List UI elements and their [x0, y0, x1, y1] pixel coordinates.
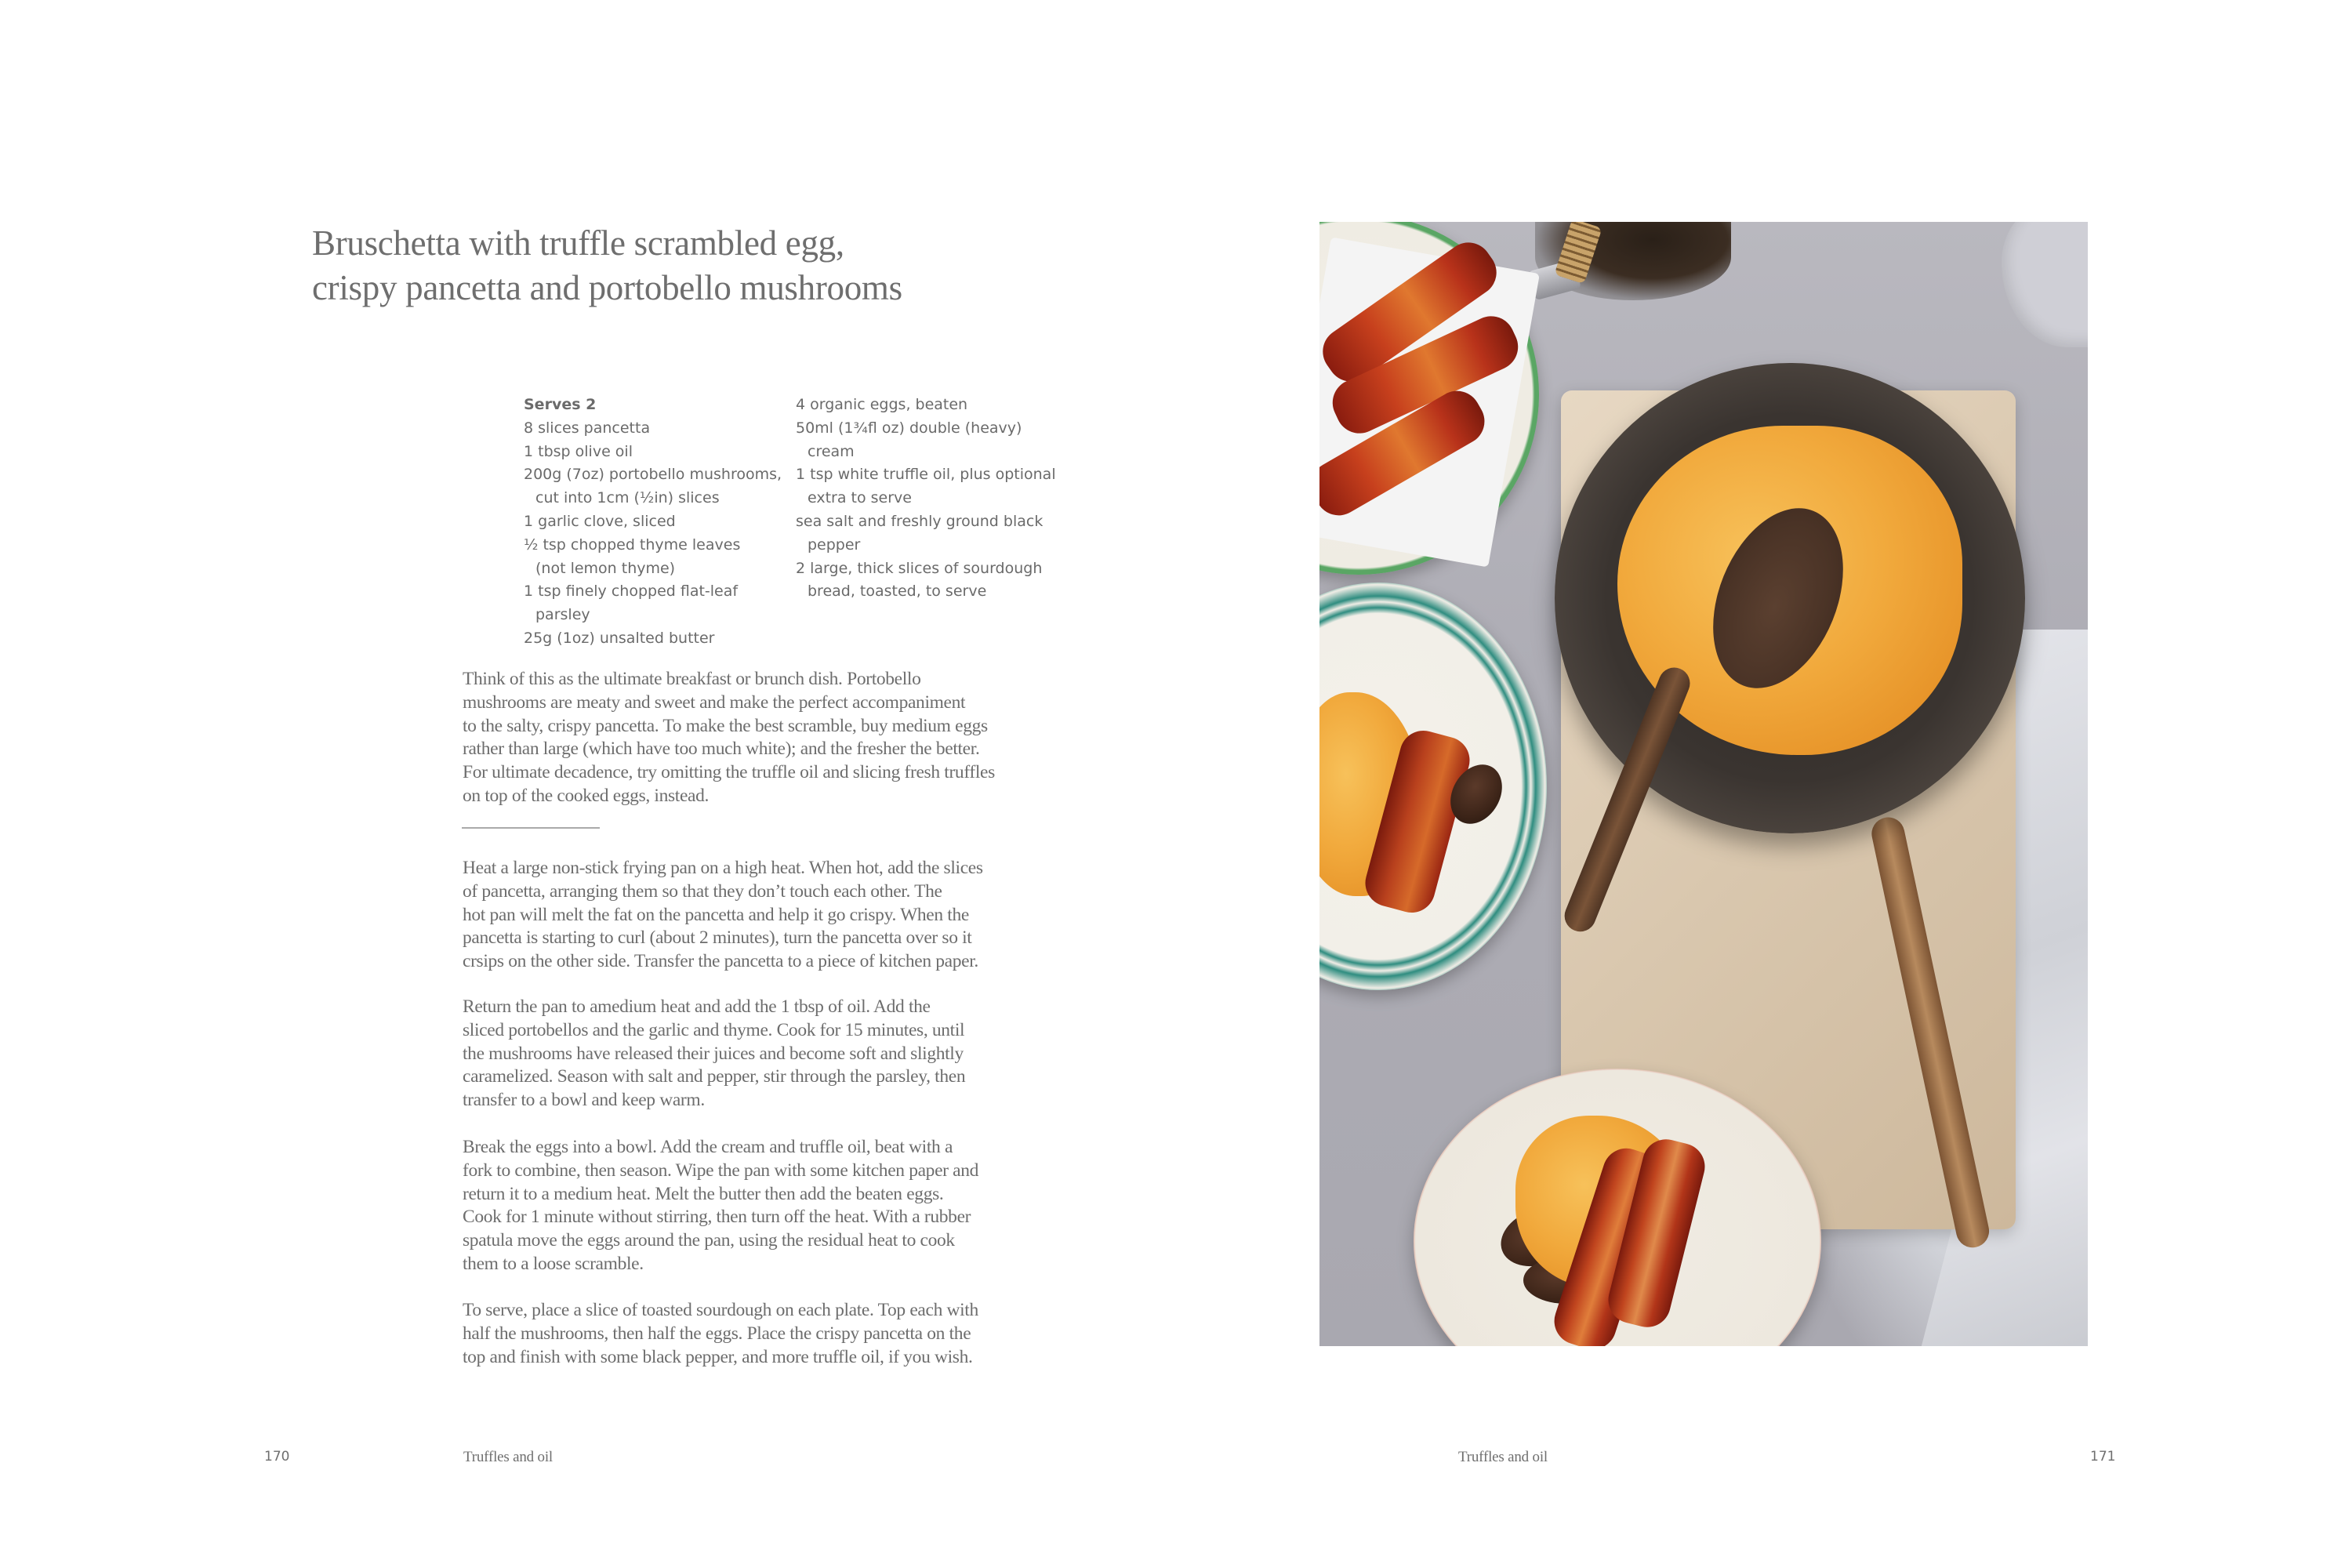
- method-line: the mushrooms have released their juices and become soft and slightly: [463, 1043, 964, 1064]
- method-line: them to a loose scramble.: [463, 1253, 644, 1274]
- method-line: return it to a medium heat. Melt the butter then add the beaten eggs.: [463, 1183, 944, 1204]
- ingredient-line: (not lemon thyme): [535, 559, 676, 577]
- method-line: Heat a large non-stick frying pan on a high heat. When hot, add the slices: [463, 858, 983, 878]
- ingredient-line: 8 slices pancetta: [524, 419, 651, 437]
- ingredient-line: 25g (1oz) unsalted butter: [524, 629, 715, 647]
- ingredient-line: 4 organic eggs, beaten: [796, 396, 968, 413]
- napkin-corner: [2002, 222, 2088, 347]
- running-head-left: Truffles and oil: [463, 1449, 553, 1465]
- method-line: crsips on the other side. Transfer the pancetta to a piece of kitchen paper.: [463, 951, 978, 972]
- method-step-2: [463, 996, 1058, 1112]
- method-line: spatula move the eggs around the pan, using the residual heat to cook: [463, 1230, 955, 1251]
- ingredient-line: bread, toasted, to serve: [808, 583, 987, 601]
- method-line: To serve, place a slice of toasted sourdough on each plate. Top each with: [463, 1300, 978, 1320]
- intro-line: rather than large (which have too much white); and the fresher the better.: [463, 739, 980, 760]
- recipe-intro: [463, 668, 1058, 808]
- ingredient-line: 1 tsp finely chopped flat-leaf: [524, 583, 739, 601]
- method-line: Cook for 1 minute without stirring, then turn off the heat. With a rubber: [463, 1207, 971, 1228]
- ingredient-line: parsley: [535, 606, 590, 624]
- ingredient-line: cream: [808, 442, 855, 460]
- ingredient-line: ½ tsp chopped thyme leaves: [524, 535, 741, 554]
- method-line: sliced portobellos and the garlic and thyme. Cook for 15 minutes, until: [463, 1019, 965, 1040]
- recipe-title: [312, 221, 1018, 310]
- ingredient-line: 1 tsp white truffle oil, plus optional: [796, 466, 1056, 484]
- ingredient-line: 2 large, thick slices of sourdough: [796, 559, 1043, 577]
- ingredient-line: 50ml (1¾fl oz) double (heavy): [796, 419, 1022, 437]
- page-number-right: 171: [2090, 1449, 2116, 1465]
- ingredient-line: sea salt and freshly ground black: [796, 512, 1044, 530]
- intro-line: on top of the cooked eggs, instead.: [463, 785, 710, 806]
- intro-line: mushrooms are meaty and sweet and make the perfect accompaniment: [463, 691, 966, 713]
- recipe-title-line-1: Bruschetta with truffle scrambled egg,: [312, 223, 844, 263]
- method-step-3: [463, 1136, 1058, 1276]
- method-line: hot pan will melt the fat on the pancetta and help it go crispy. When the: [463, 904, 969, 925]
- ingredient-line: cut into 1cm (½in) slices: [535, 489, 720, 507]
- ingredient-line: 200g (7oz) portobello mushrooms,: [524, 466, 782, 484]
- method-line: pancetta is starting to curl (about 2 minutes), turn the pancetta over so it: [463, 927, 972, 949]
- method-line: of pancetta, arranging them so that they don’t touch each other. The: [463, 880, 942, 902]
- method-line: caramelized. Season with salt and pepper, stir through the parsley, then: [463, 1066, 966, 1087]
- ingredient-line: extra to serve: [808, 489, 912, 507]
- method-line: Break the eggs into a bowl. Add the cream and truffle oil, beat with a: [463, 1137, 953, 1157]
- section-divider: [462, 827, 600, 829]
- recipe-title-line-2: crispy pancetta and portobello mushrooms: [312, 268, 902, 307]
- method-line: half the mushrooms, then half the eggs. Place the crispy pancetta on the: [463, 1323, 971, 1344]
- ingredient-line: pepper: [808, 535, 861, 554]
- method-line: transfer to a bowl and keep warm.: [463, 1090, 705, 1111]
- ingredients-column-right: [796, 394, 1054, 604]
- intro-line: For ultimate decadence, try omitting the truffle oil and slicing fresh truffles: [463, 762, 995, 783]
- ingredient-line: 1 garlic clove, sliced: [524, 512, 676, 530]
- method-line: fork to combine, then season. Wipe the pan with some kitchen paper and: [463, 1160, 979, 1181]
- intro-line: to the salty, crispy pancetta. To make the best scramble, buy medium eggs: [463, 715, 988, 736]
- method-line: top and finish with some black pepper, and more truffle oil, if you wish.: [463, 1346, 973, 1367]
- ingredients-column-left: [524, 394, 782, 651]
- serves-label: Serves 2: [524, 396, 597, 413]
- recipe-photo: [1319, 222, 2088, 1346]
- method-step-1: [463, 857, 1058, 974]
- method-step-4: [463, 1299, 1058, 1369]
- ingredient-line: 1 tbsp olive oil: [524, 442, 633, 460]
- running-head-right: Truffles and oil: [1458, 1449, 1548, 1465]
- method-line: Return the pan to amedium heat and add the 1 tbsp of oil. Add the: [463, 996, 931, 1017]
- intro-line: Think of this as the ultimate breakfast or brunch dish. Portobello: [463, 669, 921, 689]
- page-number-left: 170: [264, 1449, 290, 1465]
